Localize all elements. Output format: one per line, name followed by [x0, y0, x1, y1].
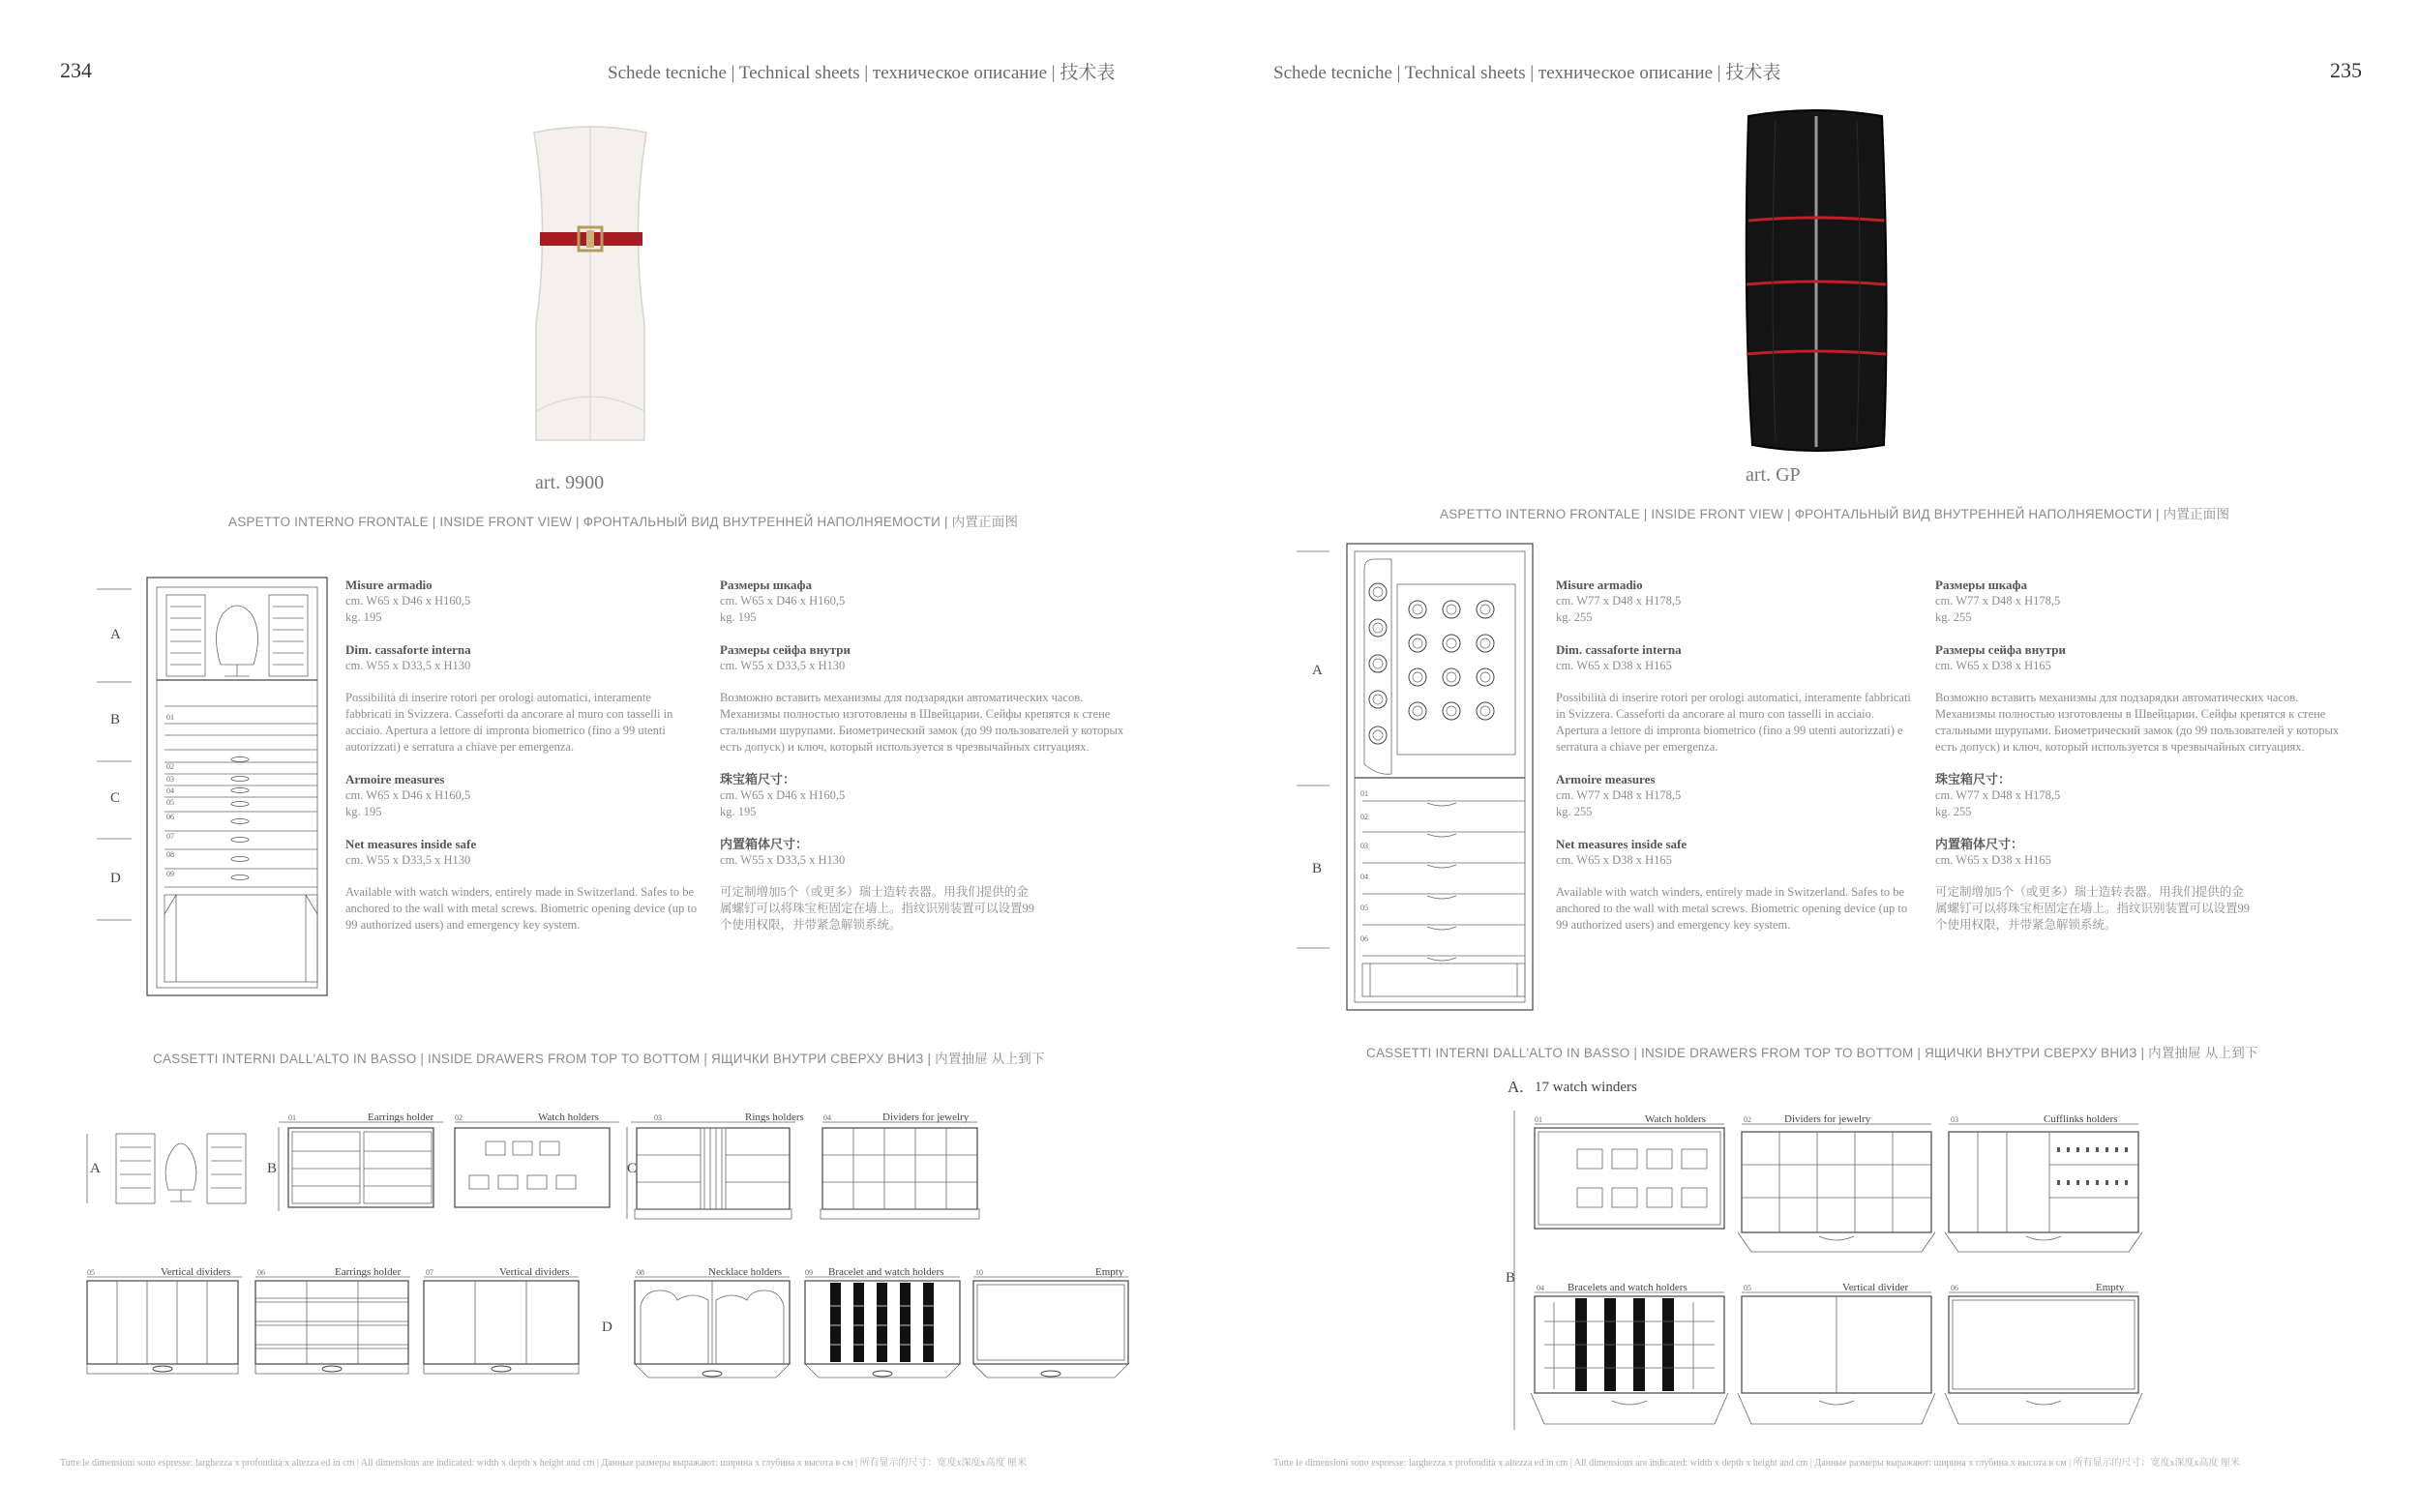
- spec-value: cm. W65 x D38 x H165: [1935, 659, 2051, 672]
- spec-paragraph: Available with watch winders, entirely made in Switzerland. Safes to be anchored to the wall with metal screws. Biometric opening device (up to 99 authorized users) and emergency key system.: [1556, 885, 1908, 932]
- drawer-a-thumbnail-left: [87, 1130, 252, 1207]
- header-left: Schede tecniche | Technical sheets | техническое описание | 技术表: [608, 63, 1116, 83]
- section-label-a-right: A: [1312, 663, 1323, 678]
- spec-value: cm. W65 x D46 x H160,5: [720, 788, 846, 802]
- spec-title: Net measures inside safe: [1556, 837, 1687, 851]
- front-drawer-num: 04: [1360, 873, 1368, 881]
- spec-value: kg. 195: [720, 805, 757, 818]
- drawer-01-right: [1535, 1124, 1728, 1240]
- drawer-label: Dividers for jewelry: [882, 1112, 970, 1123]
- drawer-number: 02: [455, 1113, 463, 1122]
- drawer-label: Earrings holder: [368, 1112, 434, 1123]
- spec-title: Размеры шкафа: [720, 578, 812, 592]
- spec-title: Misure armadio: [1556, 578, 1643, 592]
- front-view-drawing-right: [1297, 542, 1548, 1016]
- front-drawer-num: 01: [1360, 789, 1368, 798]
- winders-caption: 17 watch winders: [1535, 1080, 1637, 1095]
- drawer-label: Necklace holders: [708, 1266, 783, 1278]
- drawer-number: 06: [1951, 1284, 1958, 1292]
- spec-value: kg. 255: [1935, 805, 1972, 818]
- spec-value: kg. 255: [1556, 805, 1593, 818]
- drawer-number: 10: [975, 1268, 983, 1277]
- front-drawer-num: 04: [166, 786, 174, 795]
- spec-paragraph: Available with watch winders, entirely made in Switzerland. Safes to be anchored to the wall with metal screws. Biometric opening device (up to 99 authorized users) and emergency key system.: [345, 885, 698, 932]
- drawer-03-left: [631, 1122, 795, 1229]
- drawer-label: Earrings holder: [335, 1266, 402, 1278]
- drawer-number: 04: [1537, 1284, 1544, 1292]
- drawer-08-left: [635, 1277, 790, 1389]
- spec-value: cm. W65 x D46 x H160,5: [345, 594, 471, 608]
- drawer-label: Watch holders: [538, 1112, 599, 1123]
- drawer-03-right: [1949, 1124, 2142, 1260]
- drawer-label: Cufflinks holders: [2044, 1113, 2118, 1125]
- section-label-d-left: D: [110, 871, 121, 886]
- spec-title: 珠宝箱尺寸：: [720, 772, 796, 786]
- spec-title: Размеры сейфа внутри: [720, 642, 851, 657]
- drawer-number: 03: [654, 1113, 662, 1122]
- page-number-right: 235: [2330, 58, 2362, 82]
- spec-value: kg. 195: [345, 805, 382, 818]
- spec-title: Misure armadio: [345, 578, 433, 592]
- front-drawer-num: 05: [1360, 904, 1368, 912]
- drawer-04-right: [1535, 1292, 1728, 1438]
- specs-ru-cn-right: [1935, 577, 2361, 934]
- drawer-04-left: [822, 1122, 987, 1229]
- spec-paragraph: Possibilità di inserire rotori per orologi automatici, interamente fabbricati in Svizzera. Casseforti da ancorare al muro con tasselli in acciaio. Apertura a lettore di impronta biometrico (fino a 99 utenti autorizzati) e serratura a chiave per emergenza.: [345, 691, 673, 754]
- front-view-title-left: ASPETTO INTERNO FRONTALE | INSIDE FRONT VIEW | ФРОНТАЛЬНЫЙ ВИД ВНУТРЕННЕЙ НАПОЛНЯЕМОСТИ | 内置正面图: [228, 515, 1019, 529]
- drawer-label: Vertical dividers: [161, 1266, 231, 1278]
- drawer-06-left: [255, 1277, 410, 1383]
- spec-paragraph: Возможно вставить механизмы для подзарядки автоматических часов. Механизмы полностью изготовлены в Швейцарии. Сейфы крепятся к стене стальными шурупами. Биометрический замок (до 99 пользователей у которых есть допуск) и ключ, который используется в чрезвычайных ситуациях.: [1935, 691, 2340, 754]
- drawer-number: 09: [805, 1268, 813, 1277]
- drawer-number: 01: [288, 1113, 296, 1122]
- front-drawer-num: 03: [1360, 842, 1368, 850]
- spec-value: cm. W65 x D38 x H165: [1935, 853, 2051, 867]
- spec-value: cm. W77 x D48 x H178,5: [1935, 788, 2061, 802]
- section-label-b-left: B: [110, 712, 121, 727]
- front-view-drawing-left: [97, 576, 339, 1001]
- spec-value: cm. W55 x D33,5 x H130: [345, 659, 471, 672]
- spec-value: cm. W65 x D46 x H160,5: [345, 788, 471, 802]
- drawer-label: Watch holders: [1645, 1113, 1706, 1125]
- drawer-label: Vertical divider: [1842, 1282, 1909, 1293]
- spec-value: cm. W77 x D48 x H178,5: [1935, 594, 2061, 608]
- drawer-label: Vertical dividers: [499, 1266, 570, 1278]
- front-drawer-num: 03: [166, 775, 174, 784]
- drawer-number: 05: [1744, 1284, 1751, 1292]
- spec-value: cm. W77 x D48 x H178,5: [1556, 594, 1682, 608]
- drawer-number: 08: [637, 1268, 644, 1277]
- drawer-05-right: [1742, 1292, 1935, 1438]
- drawer-label: Bracelet and watch holders: [828, 1266, 944, 1278]
- spec-title: Dim. cassaforte interna: [345, 642, 471, 657]
- spec-title: 珠宝箱尺寸：: [1935, 772, 2012, 786]
- drawer-section-b-right: B: [1506, 1270, 1516, 1286]
- spec-paragraph: 可定制增加5个（或更多）瑞士造转表器。用我们提供的金属螺钉可以将珠宝柜固定在墙上。指纹识别装置可以设置99个使用权限，并带紧急解锁系统。: [720, 885, 1035, 932]
- drawer-number: 05: [87, 1268, 95, 1277]
- drawers-title-right: CASSETTI INTERNI DALL'ALTO IN BASSO | INSIDE DRAWERS FROM TOP TO BOTTOM | ЯЩИЧКИ ВНУТРИ СВЕРХУ ВНИЗ | 内置抽屉 从上到下: [1366, 1046, 2258, 1060]
- drawer-label: Rings holders: [745, 1112, 804, 1123]
- drawer-07-left: [424, 1277, 579, 1383]
- drawer-section-d-left: D: [602, 1319, 612, 1335]
- art-gp-label: art. GP: [1746, 464, 1801, 486]
- drawer-09-left: [805, 1277, 960, 1389]
- specs-it-en-left: [345, 577, 699, 934]
- armoire-gp-image: [1737, 106, 1901, 464]
- spec-value: cm. W55 x D33,5 x H130: [720, 659, 846, 672]
- drawer-number: 02: [1744, 1115, 1751, 1124]
- drawer-02-left: [455, 1122, 619, 1219]
- spec-value: cm. W65 x D38 x H165: [1556, 853, 1672, 867]
- front-drawer-num: 02: [1360, 813, 1368, 821]
- drawer-number: 04: [823, 1113, 831, 1122]
- header-right: Schede tecniche | Technical sheets | техническое описание | 技术表: [1273, 63, 1781, 83]
- spec-title: 内置箱体尺寸：: [720, 837, 809, 851]
- drawer-05-left: [87, 1277, 242, 1383]
- drawer-10-left: [973, 1277, 1138, 1389]
- front-drawer-num: 02: [166, 762, 174, 771]
- drawer-label: Empty: [1095, 1266, 1124, 1278]
- section-label-b-right: B: [1312, 861, 1323, 876]
- art-9900-label: art. 9900: [535, 472, 605, 493]
- spec-value: cm. W55 x D33,5 x H130: [345, 853, 471, 867]
- drawer-number: 06: [257, 1268, 265, 1277]
- drawer-label: Empty: [2096, 1282, 2125, 1293]
- front-drawer-num: 01: [166, 713, 174, 722]
- spec-title: Armoire measures: [1556, 772, 1656, 786]
- front-drawer-num: 06: [166, 813, 174, 821]
- spec-title: Размеры сейфа внутри: [1935, 642, 2066, 657]
- drawer-label: Dividers for jewelry: [1784, 1113, 1871, 1125]
- footer-left: Tutte le dimensioni sono espresse: larghezza x profondità x altezza ed in cm | All dimensions are indicated: width x depth x height and cm | Данные размеры выражают: ширина x глубина x высота в см | 所有显示的尺寸：宽度x深度x高度 厘米: [60, 1458, 1028, 1468]
- spec-value: cm. W77 x D48 x H178,5: [1556, 788, 1682, 802]
- spec-value: kg. 255: [1556, 610, 1593, 624]
- drawer-number: 03: [1951, 1115, 1958, 1124]
- front-drawer-num: 05: [166, 798, 174, 807]
- front-drawer-num: 09: [166, 870, 174, 878]
- front-view-title-right: ASPETTO INTERNO FRONTALE | INSIDE FRONT VIEW | ФРОНТАЛЬНЫЙ ВИД ВНУТРЕННЕЙ НАПОЛНЯЕМОСТИ | 内置正面图: [1440, 507, 2230, 521]
- spec-value: cm. W55 x D33,5 x H130: [720, 853, 846, 867]
- front-drawer-num: 06: [1360, 934, 1368, 943]
- drawer-01-left: [279, 1122, 443, 1219]
- drawer-section-a-left: A: [90, 1161, 101, 1176]
- front-drawer-num: 08: [166, 850, 174, 859]
- drawer-section-b-left: B: [267, 1161, 278, 1176]
- drawer-06-right: [1949, 1292, 2142, 1438]
- spec-title: Размеры шкафа: [1935, 578, 2027, 592]
- section-label-a-left: A: [110, 627, 121, 642]
- section-label-c-left: C: [110, 790, 121, 806]
- spec-value: cm. W65 x D46 x H160,5: [720, 594, 846, 608]
- drawer-number: 07: [426, 1268, 433, 1277]
- drawers-title-left: CASSETTI INTERNI DALL'ALTO IN BASSO | INSIDE DRAWERS FROM TOP TO BOTTOM | ЯЩИЧКИ ВНУТРИ СВЕРХУ ВНИЗ | 内置抽屉 从上到下: [153, 1052, 1045, 1066]
- spec-value: kg. 255: [1935, 610, 1972, 624]
- spec-title: 内置箱体尺寸：: [1935, 837, 2024, 851]
- specs-it-en-right: [1556, 577, 1919, 934]
- spec-paragraph: 可定制增加5个（或更多）瑞士造转表器。用我们提供的金属螺钉可以将珠宝柜固定在墙上。指纹识别装置可以设置99个使用权限，并带紧急解锁系统。: [1935, 885, 2251, 932]
- winders-letter: A.: [1508, 1078, 1524, 1096]
- spec-value: kg. 195: [720, 610, 757, 624]
- specs-ru-cn-left: [720, 577, 1146, 934]
- page-number-left: 234: [60, 58, 92, 82]
- spec-title: Net measures inside safe: [345, 837, 477, 851]
- spec-value: cm. W65 x D38 x H165: [1556, 659, 1672, 672]
- spec-title: Dim. cassaforte interna: [1556, 642, 1682, 657]
- drawer-02-right: [1742, 1124, 1935, 1260]
- spec-paragraph: Возможно вставить механизмы для подзарядки автоматических часов. Механизмы полностью изготовлены в Швейцарии. Сейфы крепятся к стене стальными шурупами. Биометрический замок (до 99 пользователей у которых есть допуск) и ключ, который используется в чрезвычайных ситуациях.: [720, 691, 1124, 754]
- drawer-label: Bracelets and watch holders: [1568, 1282, 1687, 1293]
- spec-title: Armoire measures: [345, 772, 445, 786]
- drawer-section-c-left: C: [627, 1161, 638, 1176]
- spec-paragraph: Possibilità di inserire rotori per orologi automatici, interamente fabbricati in Svizzera. Casseforti da ancorare al muro con tasselli in acciaio. Apertura a lettore di impronta biometrico (fino a 99 utenti autorizzati) e serratura a chiave per emergenza.: [1556, 691, 1911, 754]
- spec-value: kg. 195: [345, 610, 382, 624]
- armoire-9900-image: [523, 121, 658, 450]
- drawer-number: 01: [1535, 1115, 1542, 1124]
- footer-right: Tutte le dimensioni sono espresse: larghezza x profondità x altezza ed in cm | All dimensions are indicated: width x depth x height and cm | Данные размеры выражают: ширина x глубина x высота в см | 所有显示的尺寸：宽度x深度x高度 厘米: [1273, 1458, 2241, 1468]
- front-drawer-num: 07: [166, 832, 174, 841]
